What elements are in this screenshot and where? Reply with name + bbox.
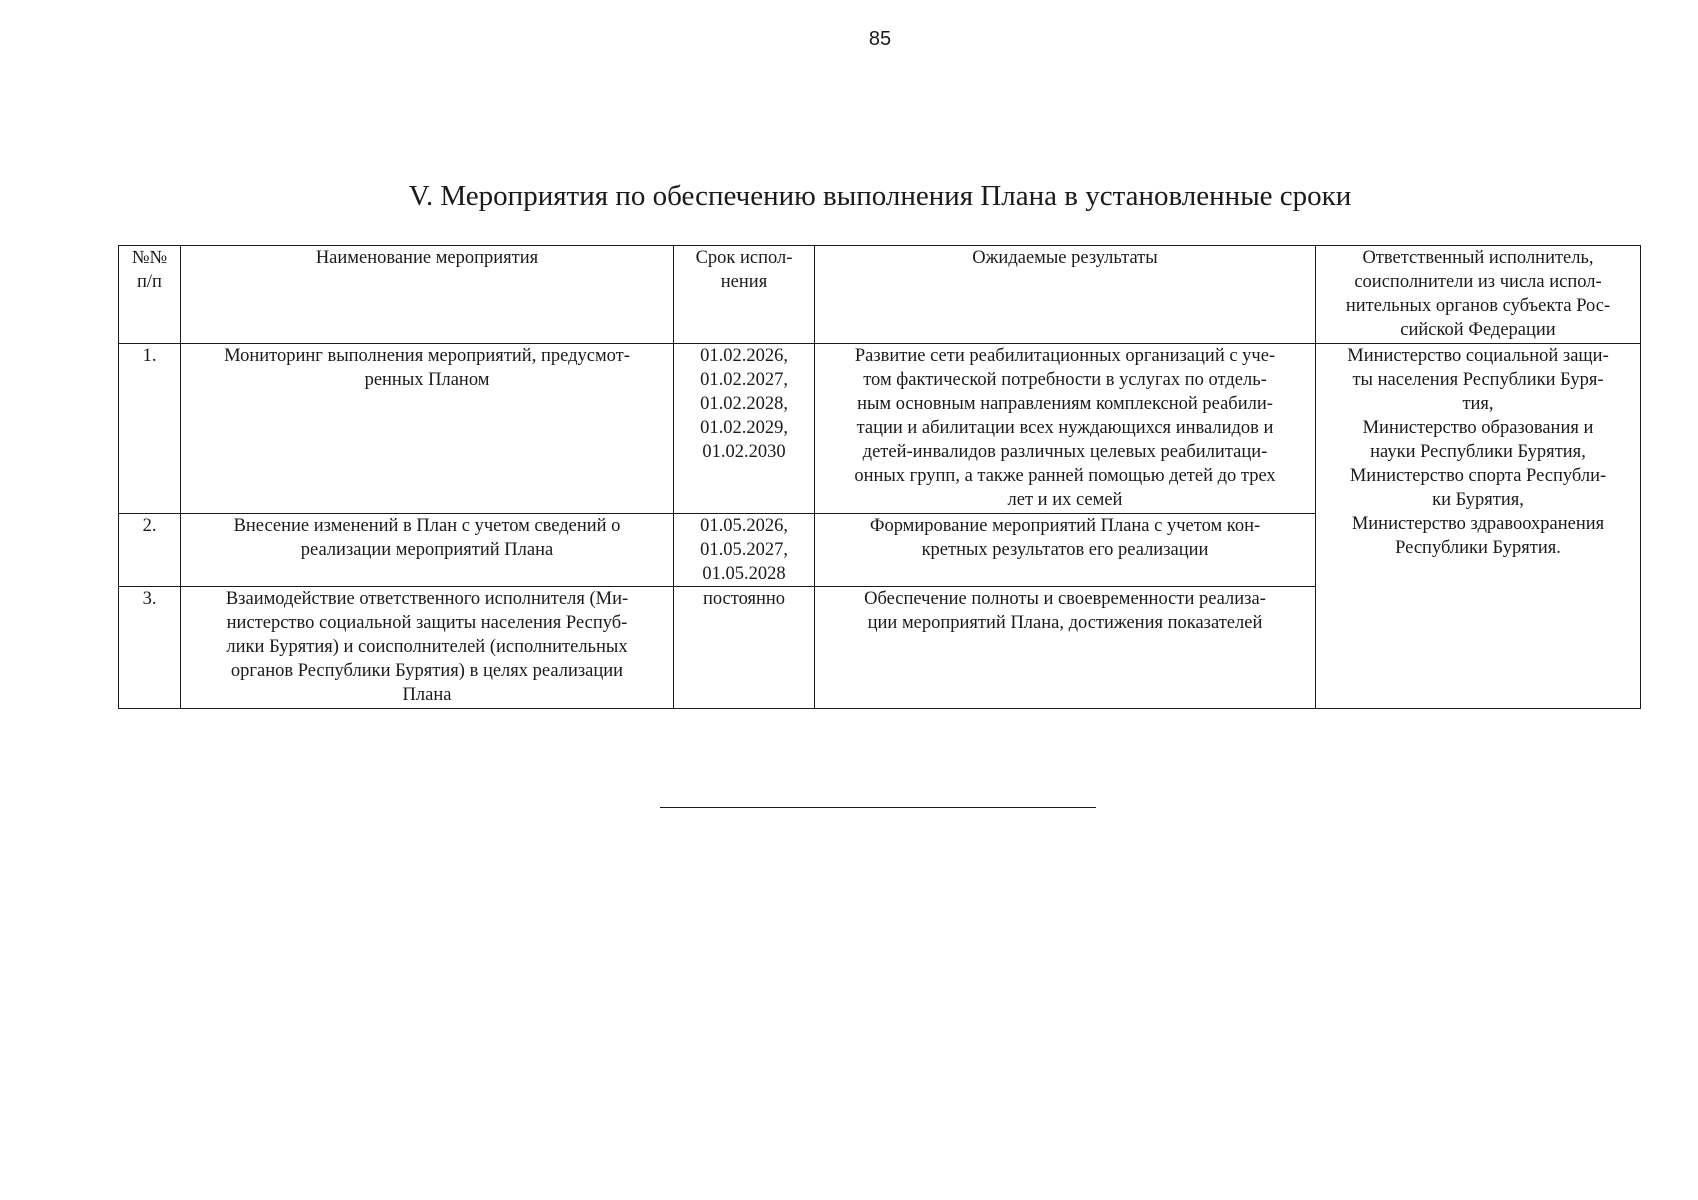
header-deadline: Срок испол- нения — [674, 246, 815, 344]
row-name: Мониторинг выполнения мероприятий, предусмот- ренных Планом — [181, 344, 674, 514]
responsible-executors: Министерство социальной защи- ты населения Республики Буря- тия, Министерство образования и науки Республики Бурятия, Министерство спорта Республи- ки Бурятия, Министерство здравоохранения Республики Бурятия. — [1316, 344, 1641, 709]
header-responsible: Ответственный исполнитель, соисполнители из числа испол- нительных органов субъекта Рос- сийской Федерации — [1316, 246, 1641, 344]
row-deadline: 01.02.2026, 01.02.2027, 01.02.2028, 01.02.2029, 01.02.2030 — [674, 344, 815, 514]
plan-measures-table — [118, 245, 1641, 709]
row-name: Взаимодействие ответственного исполнителя (Ми- нистерство социальной защиты населения Респуб- лики Бурятия) и соисполнителей (исполнительных органов Республики Бурятия) в целях реализации Плана — [181, 587, 674, 709]
row-deadline: постоянно — [674, 587, 815, 709]
row-deadline: 01.05.2026, 01.05.2027, 01.05.2028 — [674, 514, 815, 587]
section-title: V. Мероприятия по обеспечению выполнения Плана в установленные сроки — [408, 180, 1352, 212]
row-number: 3. — [119, 587, 181, 709]
row-number: 2. — [119, 514, 181, 587]
page-number: 85 — [868, 28, 892, 50]
table-row — [119, 344, 1641, 514]
header-name: Наименование мероприятия — [181, 246, 674, 344]
header-expected-results: Ожидаемые результаты — [815, 246, 1316, 344]
table-header-row — [119, 246, 1641, 344]
row-expected-results: Развитие сети реабилитационных организаций с уче- том фактической потребности в услугах по отдель- ным основным направлениям комплексной реабили- тации и абилитации всех нуждающихся инвалидов и детей-инвалидов различных целевых реабилитаци- онных групп, а также ранней помощью детей до трех лет и их семей — [815, 344, 1316, 514]
header-number: №№ п/п — [119, 246, 181, 344]
row-name: Внесение изменений в План с учетом сведений о реализации мероприятий Плана — [181, 514, 674, 587]
row-expected-results: Формирование мероприятий Плана с учетом кон- кретных результатов его реализации — [815, 514, 1316, 587]
end-divider-line — [660, 807, 1096, 808]
row-number: 1. — [119, 344, 181, 514]
row-expected-results: Обеспечение полноты и своевременности реализа- ции мероприятий Плана, достижения показателей — [815, 587, 1316, 709]
